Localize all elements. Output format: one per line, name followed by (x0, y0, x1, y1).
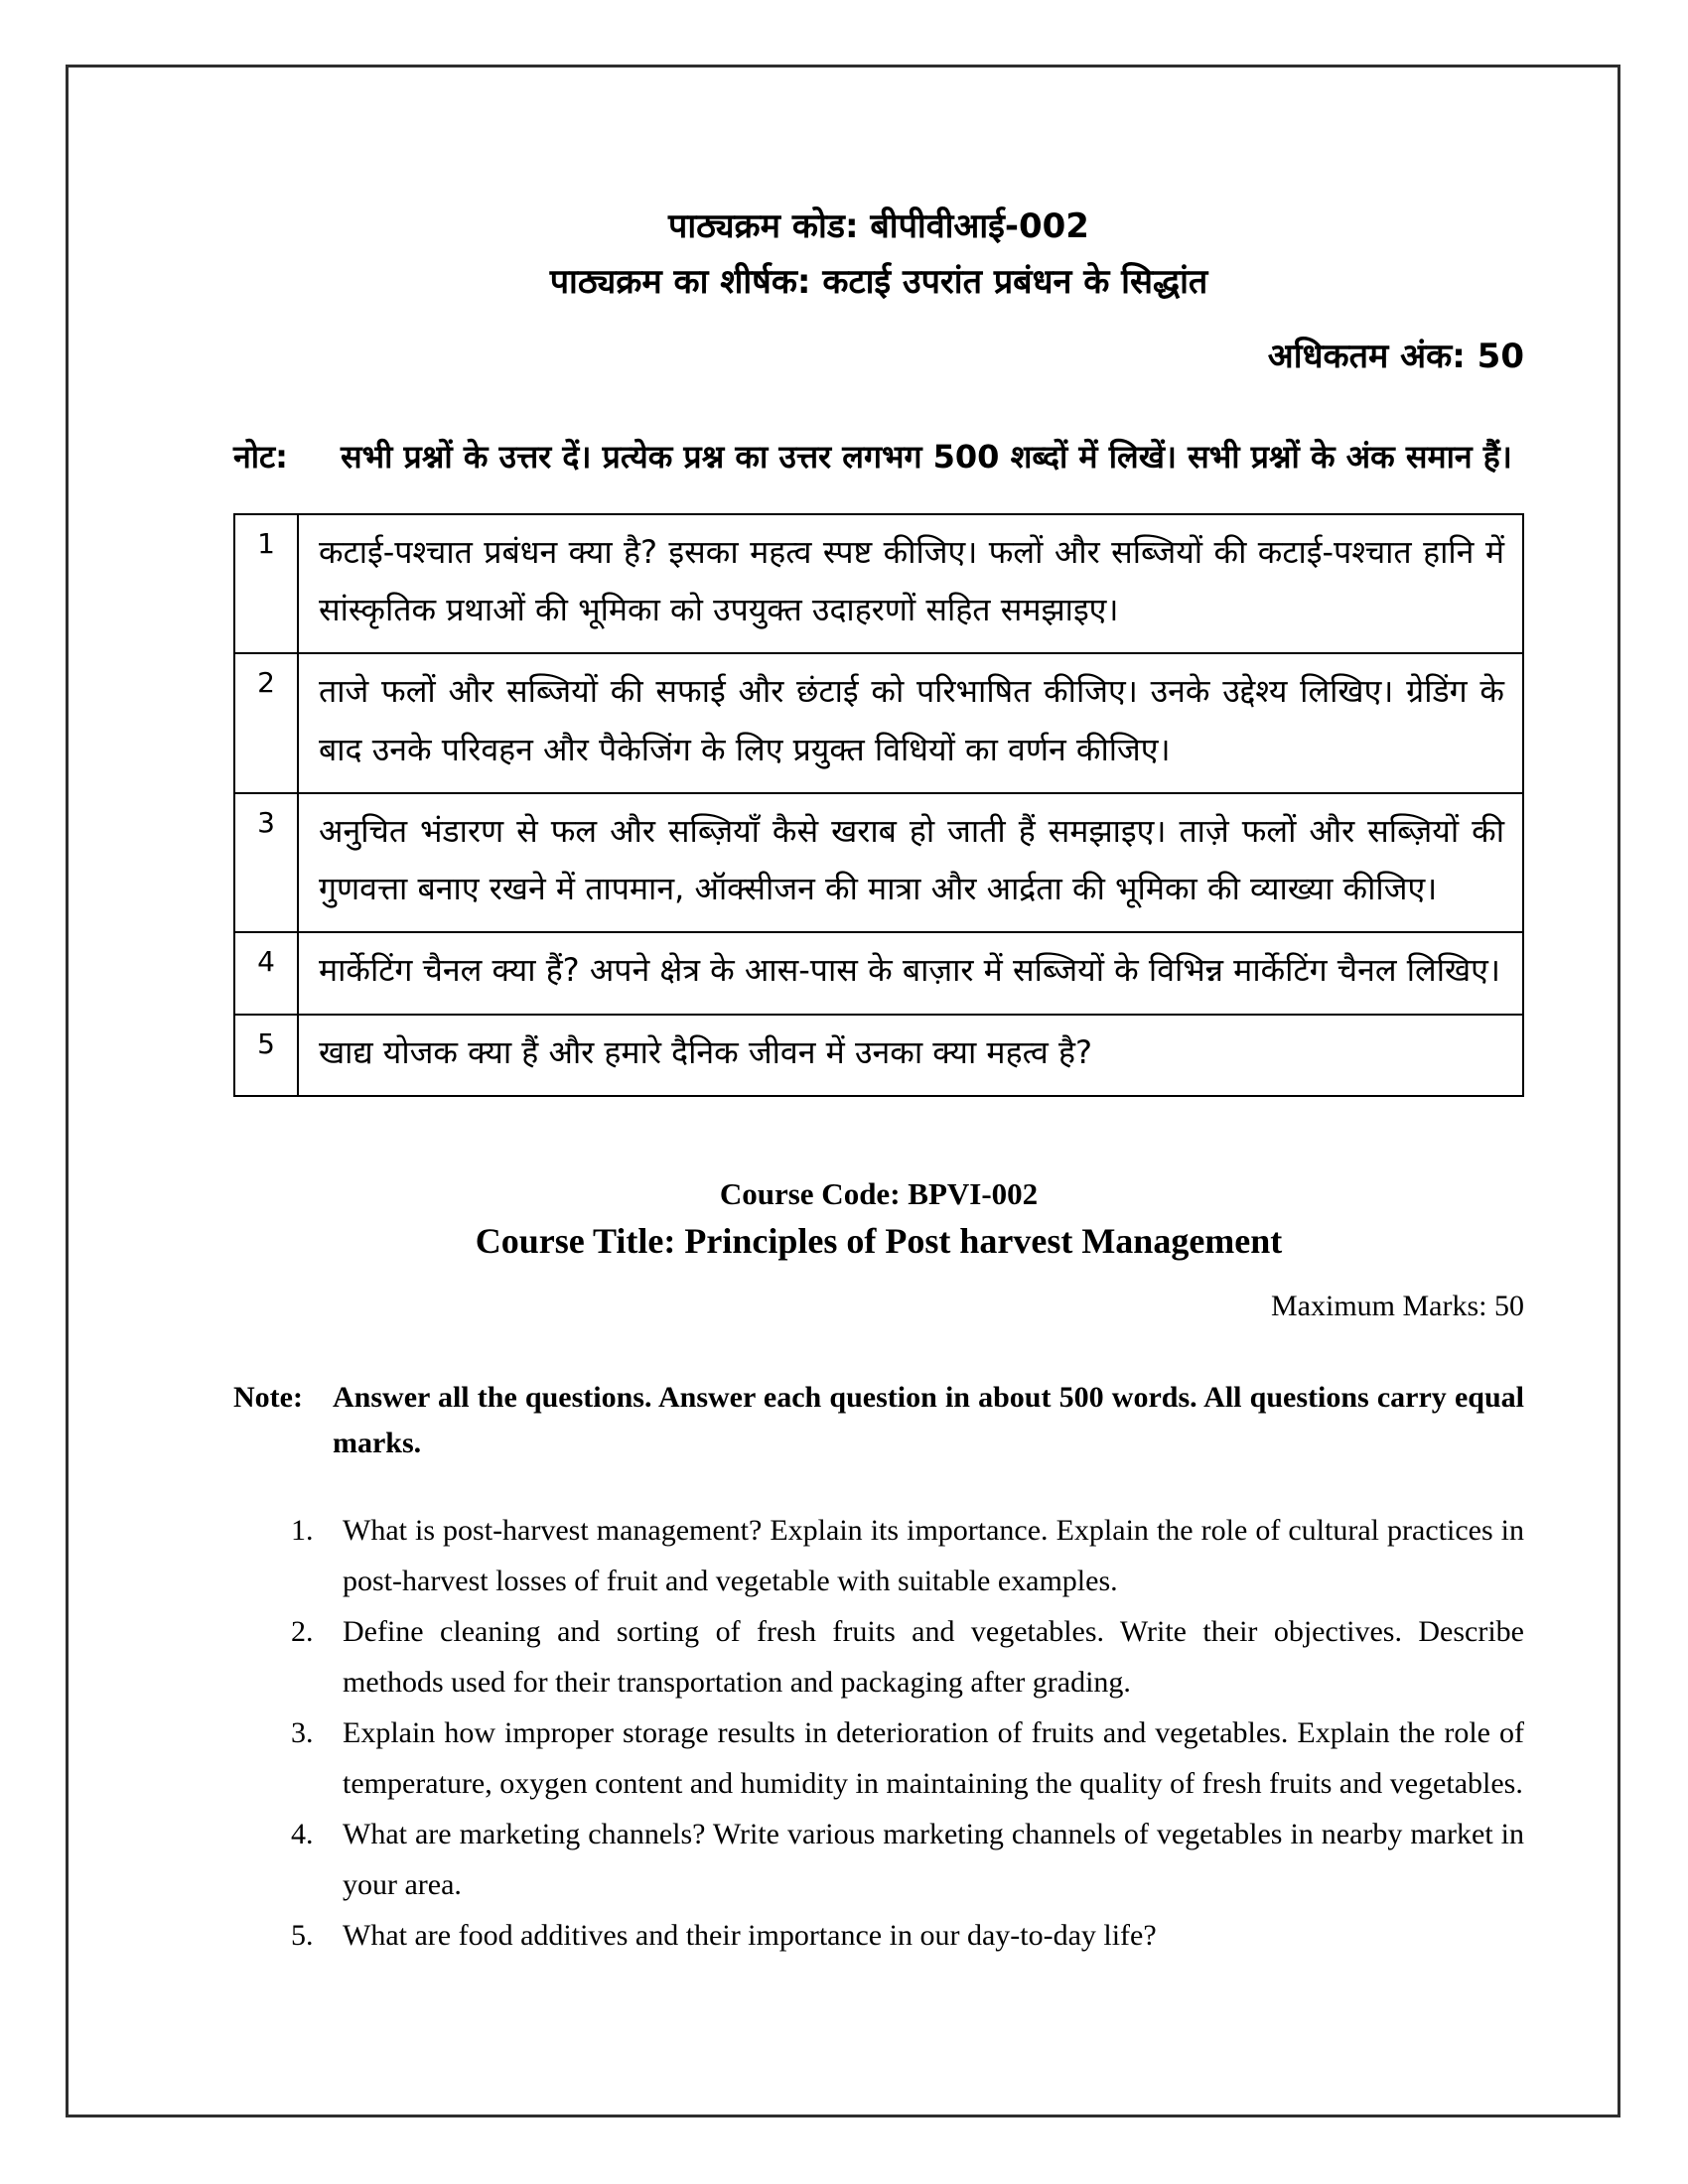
question-row (234, 932, 1523, 1014)
question-number: 1. (291, 1513, 314, 1547)
english-note-label: Note: (233, 1380, 303, 1414)
hindi-note-text: सभी प्रश्नों के उत्तर दें। प्रत्येक प्रश्न का उत्तर लगभग 500 शब्दों में लिखें। सभी प्रश्नों के अंक समान हैं। (341, 438, 1512, 477)
question-row (234, 793, 1523, 932)
english-header (233, 1176, 1524, 1323)
english-course-title: Course Title: Principles of Post harvest Management (475, 1220, 1283, 1261)
question-row (234, 1015, 1523, 1096)
question-number: 3. (291, 1715, 314, 1749)
question-row (234, 514, 1523, 653)
list-item (291, 1809, 1524, 1910)
question-number: 5 (234, 1015, 298, 1096)
hindi-header (233, 199, 1524, 310)
question-text: कटाई-पश्चात प्रबंधन क्या है? इसका महत्व स्पष्ट कीजिए। फलों और सब्जियों की कटाई-पश्चात हानि में सांस्कृतिक प्रथाओं की भूमिका को उपयुक्त उदाहरणों सहित समझाइए। (298, 514, 1523, 653)
english-note-text: Answer all the questions. Answer each question in about 500 words. All questions carry equal marks. (333, 1380, 1524, 1460)
hindi-course-code: पाठ्यक्रम कोड: बीपीवीआई-002 (668, 206, 1089, 246)
hindi-note-label: नोट: (233, 438, 288, 477)
question-number: 4. (291, 1817, 314, 1850)
question-text: अनुचित भंडारण से फल और सब्ज़ियाँ कैसे खराब हो जाती हैं समझाइए। ताज़े फलों और सब्ज़ियों की गुणवत्ता बनाए रखने में तापमान, ऑक्सीजन की मात्रा और आर्द्रता की भूमिका की व्याख्या कीजिए। (298, 793, 1523, 932)
english-course-code: Course Code: BPVI-002 (719, 1175, 1039, 1211)
question-number: 5. (291, 1918, 314, 1952)
list-item (291, 1606, 1524, 1707)
page-content (233, 199, 1524, 1961)
question-row (234, 653, 1523, 792)
question-text: मार्केटिंग चैनल क्या हैं? अपने क्षेत्र के आस-पास के बाज़ार में सब्जियों के विभिन्न मार्केटिंग चैनल लिखिए। (298, 932, 1523, 1014)
hindi-course-title: पाठ्यक्रम का शीर्षक: कटाई उपरांत प्रबंधन के सिद्धांत (549, 262, 1208, 303)
question-text: Define cleaning and sorting of fresh fruits and vegetables. Write their objectives. Describe methods used for their transportation and packaging after grading. (343, 1614, 1524, 1699)
question-number: 2. (291, 1614, 314, 1648)
question-text: What is post-harvest management? Explain its importance. Explain the role of cultural practices in post-harvest losses of fruit and vegetable with suitable examples. (343, 1513, 1524, 1597)
list-item (291, 1910, 1524, 1961)
list-item (291, 1707, 1524, 1809)
question-text: What are food additives and their importance in our day-to-day life? (343, 1918, 1157, 1952)
question-number: 1 (234, 514, 298, 653)
question-text: खाद्य योजक क्या हैं और हमारे दैनिक जीवन में उनका क्या महत्व है? (298, 1015, 1523, 1096)
question-number: 2 (234, 653, 298, 792)
english-max-marks: Maximum Marks: 50 (1271, 1289, 1524, 1322)
question-text: ताजे फलों और सब्जियों की सफाई और छंटाई को परिभाषित कीजिए। उनके उद्देश्य लिखिए। ग्रेडिंग के बाद उनके परिवहन और पैकेजिंग के लिए प्रयुक्त विधियों का वर्णन कीजिए। (298, 653, 1523, 792)
hindi-note (233, 427, 1524, 487)
question-number: 3 (234, 793, 298, 932)
list-item (291, 1505, 1524, 1606)
hindi-max-marks: अधिकतम अंक: 50 (1267, 337, 1524, 377)
question-text: Explain how improper storage results in deterioration of fruits and vegetables. Explain the role of temperature, oxygen content and humidity in maintaining the quality of fresh fruits and vegetables. (343, 1715, 1524, 1800)
english-note (233, 1375, 1524, 1467)
hindi-question-table (233, 513, 1524, 1097)
english-question-list (291, 1505, 1524, 1961)
question-number: 4 (234, 932, 298, 1014)
question-text: What are marketing channels? Write various marketing channels of vegetables in nearby market in your area. (343, 1817, 1524, 1901)
